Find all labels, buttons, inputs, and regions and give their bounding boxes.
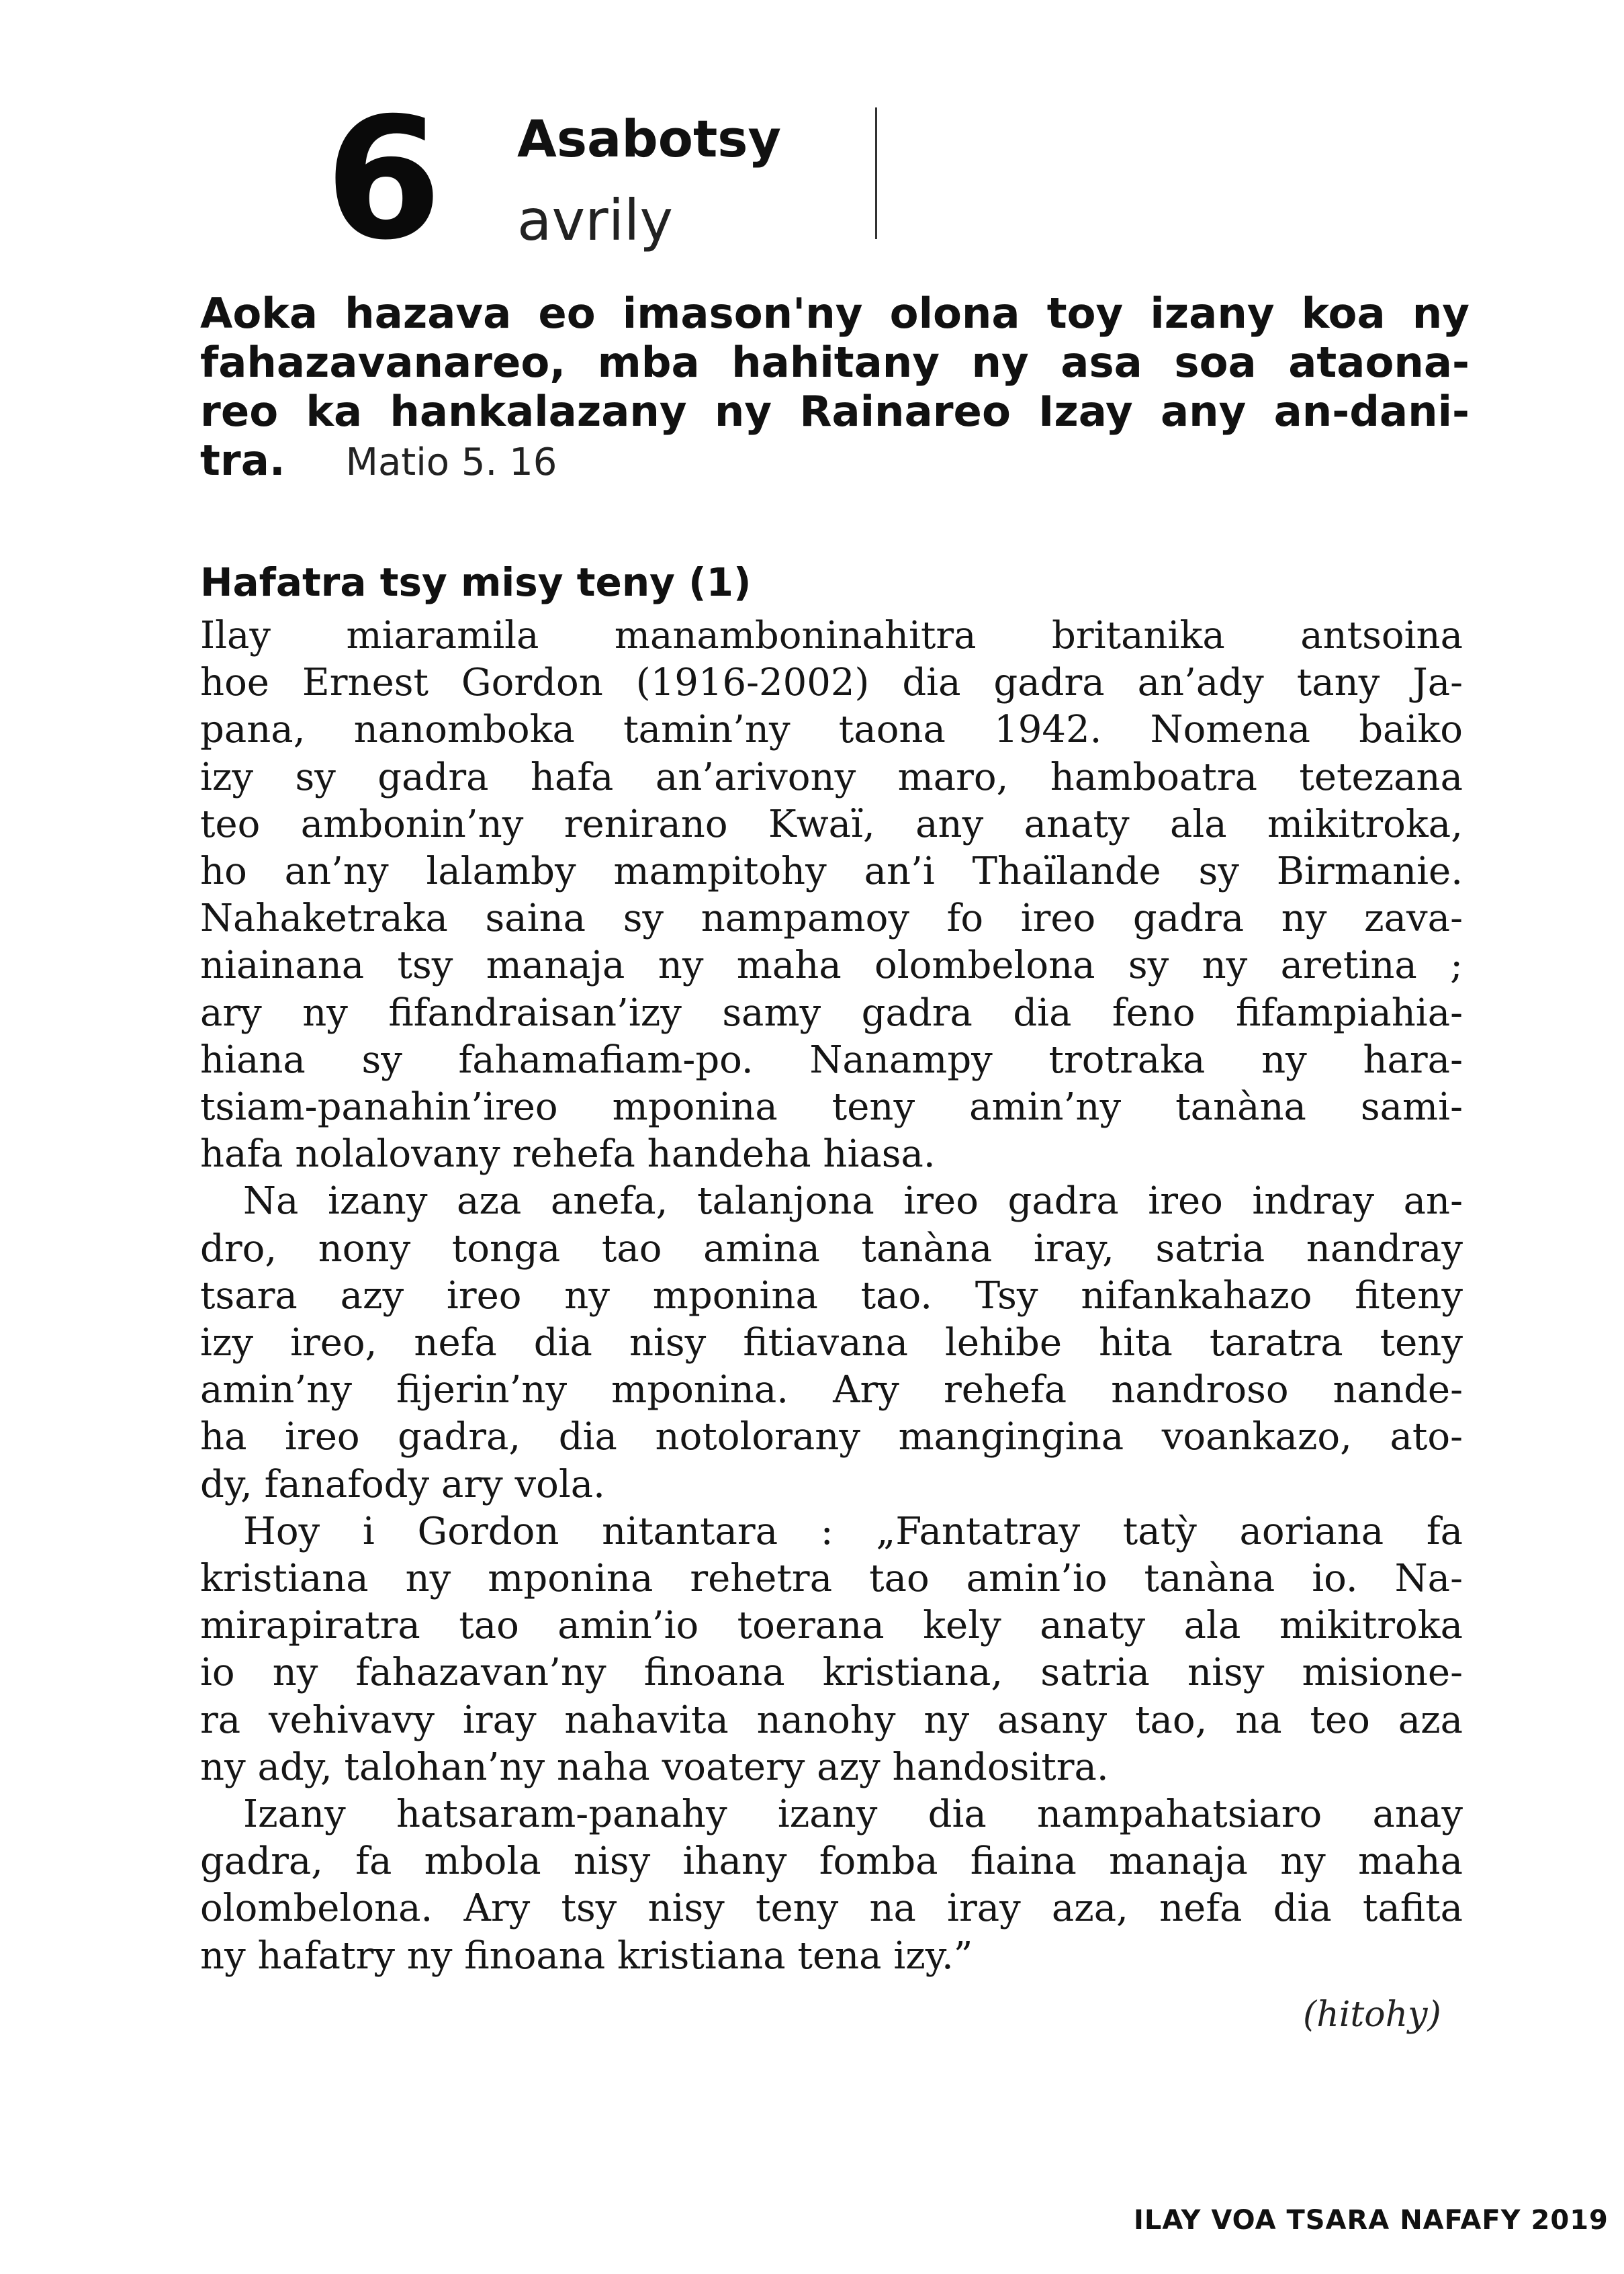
text-line: ra vehivavy iray nahavita nanohy ny asany tao, na teo aza xyxy=(200,1698,1463,1742)
text-line: tsara azy ireo ny mponina tao. Tsy nifankahazo fiteny xyxy=(200,1273,1463,1318)
text-line: kristiana ny mponina rehetra tao amin’io tanàna io. Na- xyxy=(200,1557,1463,1601)
text-line: dro, nony tonga tao amina tanàna iray, satria nandray xyxy=(200,1226,1463,1271)
paragraph-3 xyxy=(200,1508,1463,1791)
text-line: Na izany aza anefa, talanjona ireo gadra ireo indray an- xyxy=(243,1179,1463,1224)
text-line: dy, fanafody ary vola. xyxy=(200,1462,605,1506)
text-line: teo ambonin’ny renirano Kwaï, any anaty ala mikitroka, xyxy=(200,802,1463,846)
paragraph-4 xyxy=(200,1791,1463,1980)
verse-line: fahazavanareo, mba hahitany ny asa soa ataona- xyxy=(200,338,1470,387)
text-line: Ilay miaramila manamboninahitra britanika antsoina xyxy=(200,614,1463,657)
paragraph-2 xyxy=(200,1178,1463,1508)
text-line: izy ireo, nefa dia nisy fitiavana lehibe hita taratra teny xyxy=(200,1321,1463,1365)
verse-last-text: tra. xyxy=(200,436,285,485)
text-line: olombelona. Ary tsy nisy teny na iray aza, nefa dia tafita xyxy=(200,1886,1463,1931)
text-line: Nahaketraka saina sy nampamoy fo ireo gadra ny zava- xyxy=(200,897,1463,941)
text-line: mirapiratra tao amin’io toerana kely anaty ala mikitroka xyxy=(200,1604,1463,1648)
header-divider xyxy=(875,107,877,239)
text-line: ny hafatry ny finoana kristiana tena izy.” xyxy=(200,1934,973,1978)
text-line: Izany hatsaram-panahy izany dia nampahatsiaro anay xyxy=(243,1792,1463,1837)
verse-line: reo ka hankalazany ny Rainareo Izay any an-dani- xyxy=(200,387,1470,436)
text-line: gadra, fa mbola nisy ihany fomba fiaina manaja ny maha xyxy=(200,1839,1463,1884)
verse-reference: Matio 5. 16 xyxy=(345,441,557,484)
text-line: izy sy gadra hafa an’arivony maro, hamboatra tetezana xyxy=(200,755,1463,799)
text-line: ary ny fifandraisan’izy samy gadra dia feno fifampiahia- xyxy=(200,991,1463,1035)
text-line: ho an’ny lalamby mampitohy an’i Thaïlande sy Birmanie. xyxy=(200,850,1463,894)
day-number: 6 xyxy=(325,81,439,277)
weekday-label: Asabotsy xyxy=(517,109,782,169)
text-line: hafa nolalovany rehefa handeha hiasa. xyxy=(200,1132,936,1177)
continuation-note: (hitohy) xyxy=(1303,1995,1441,2035)
article-body xyxy=(200,612,1463,1980)
text-line: niainana tsy manaja ny maha olombelona sy ny aretina ; xyxy=(200,944,1463,988)
bible-verse xyxy=(200,289,1470,487)
verse-last-line xyxy=(200,436,1470,487)
text-line: tsiam-panahin’ireo mponina teny amin’ny tanàna sami- xyxy=(200,1085,1463,1130)
text-line: Hoy i Gordon nitantara : „Fantatray tatỳ aoriana fa xyxy=(243,1509,1463,1553)
text-line: pana, nanomboka tamin’ny taona 1942. Nomena baiko xyxy=(200,708,1463,752)
text-line: ha ireo gadra, dia notolorany mangingina voankazo, ato- xyxy=(200,1415,1463,1459)
text-line: ny ady, talohan’ny naha voatery azy handositra. xyxy=(200,1745,1109,1789)
text-line: amin’ny fijerin’ny mponina. Ary rehefa nandroso nande- xyxy=(200,1368,1463,1412)
article-heading: Hafatra tsy misy teny (1) xyxy=(200,559,752,605)
text-line: hoe Ernest Gordon (1916-2002) dia gadra an’ady tany Ja- xyxy=(200,661,1463,705)
date-header xyxy=(0,0,1624,277)
text-line: hiana sy fahamafiam-po. Nanampy trotraka ny hara- xyxy=(200,1038,1463,1082)
text-line: io ny fahazavan’ny finoana kristiana, satria nisy misione- xyxy=(200,1651,1463,1695)
paragraph-1 xyxy=(200,612,1463,1178)
month-label: avrily xyxy=(517,187,674,253)
footer-title: ILAY VOA TSARA NAFAFY 2019 xyxy=(1134,2205,1609,2236)
verse-line: Aoka hazava eo imason'ny olona toy izany koa ny xyxy=(200,289,1470,338)
